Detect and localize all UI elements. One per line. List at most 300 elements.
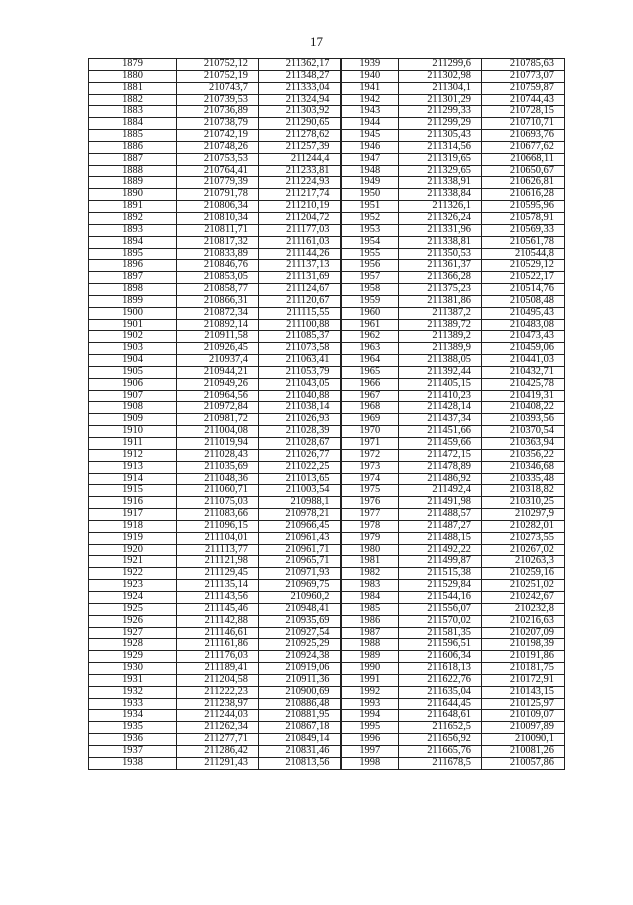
point-number-left: 1889 — [89, 177, 177, 189]
point-number-right: 1964 — [341, 355, 399, 367]
y-coordinate-left: 210960,2 — [259, 591, 341, 603]
y-coordinate-right: 210090,1 — [482, 734, 565, 746]
point-number-right: 1944 — [341, 118, 399, 130]
y-coordinate-left: 210911,36 — [259, 674, 341, 686]
table-row — [89, 189, 565, 201]
x-coordinate-right: 211581,35 — [399, 627, 482, 639]
x-coordinate-right: 211299,6 — [399, 59, 482, 71]
point-number-left: 1894 — [89, 236, 177, 248]
y-coordinate-right: 210143,15 — [482, 686, 565, 698]
x-coordinate-right: 211350,53 — [399, 248, 482, 260]
point-number-right: 1977 — [341, 509, 399, 521]
table-row — [89, 580, 565, 592]
point-number-right: 1951 — [341, 201, 399, 213]
x-coordinate-right: 211478,89 — [399, 461, 482, 473]
x-coordinate-left: 210791,78 — [177, 189, 259, 201]
point-number-left: 1887 — [89, 153, 177, 165]
point-number-left: 1910 — [89, 426, 177, 438]
table-row — [89, 674, 565, 686]
y-coordinate-right: 210759,87 — [482, 82, 565, 94]
table-row — [89, 201, 565, 213]
table-row — [89, 556, 565, 568]
point-number-right: 1978 — [341, 520, 399, 532]
y-coordinate-left: 211244,4 — [259, 153, 341, 165]
y-coordinate-right: 210310,25 — [482, 497, 565, 509]
table-row — [89, 212, 565, 224]
x-coordinate-right: 211678,5 — [399, 757, 482, 769]
y-coordinate-right: 210419,31 — [482, 390, 565, 402]
x-coordinate-right: 211319,65 — [399, 153, 482, 165]
x-coordinate-left: 210964,56 — [177, 390, 259, 402]
y-coordinate-left: 211003,54 — [259, 485, 341, 497]
x-coordinate-left: 211238,97 — [177, 698, 259, 710]
point-number-left: 1880 — [89, 70, 177, 82]
y-coordinate-right: 210514,76 — [482, 284, 565, 296]
point-number-right: 1969 — [341, 414, 399, 426]
x-coordinate-left: 210742,19 — [177, 130, 259, 142]
y-coordinate-left: 210927,54 — [259, 627, 341, 639]
x-coordinate-right: 211515,38 — [399, 568, 482, 580]
point-number-left: 1928 — [89, 639, 177, 651]
point-number-left: 1929 — [89, 651, 177, 663]
x-coordinate-left: 211222,23 — [177, 686, 259, 698]
table-row — [89, 544, 565, 556]
y-coordinate-right: 210251,02 — [482, 580, 565, 592]
table-row — [89, 591, 565, 603]
y-coordinate-right: 210356,22 — [482, 449, 565, 461]
y-coordinate-right: 210232,8 — [482, 603, 565, 615]
x-coordinate-right: 211389,9 — [399, 343, 482, 355]
y-coordinate-right: 210529,12 — [482, 260, 565, 272]
point-number-right: 1968 — [341, 402, 399, 414]
x-coordinate-left: 211291,43 — [177, 757, 259, 769]
point-number-right: 1997 — [341, 745, 399, 757]
point-number-right: 1943 — [341, 106, 399, 118]
point-number-left: 1905 — [89, 366, 177, 378]
point-number-right: 1963 — [341, 343, 399, 355]
x-coordinate-right: 211529,84 — [399, 580, 482, 592]
point-number-left: 1922 — [89, 568, 177, 580]
point-number-left: 1931 — [89, 674, 177, 686]
x-coordinate-left: 210753,53 — [177, 153, 259, 165]
y-coordinate-right: 210595,96 — [482, 201, 565, 213]
table-row — [89, 745, 565, 757]
y-coordinate-left: 210925,29 — [259, 639, 341, 651]
x-coordinate-right: 211388,05 — [399, 355, 482, 367]
x-coordinate-right: 211644,45 — [399, 698, 482, 710]
y-coordinate-left: 211022,25 — [259, 461, 341, 473]
point-number-left: 1882 — [89, 94, 177, 106]
point-number-left: 1888 — [89, 165, 177, 177]
table-row — [89, 426, 565, 438]
y-coordinate-right: 210109,07 — [482, 710, 565, 722]
y-coordinate-left: 210924,38 — [259, 651, 341, 663]
x-coordinate-left: 210833,89 — [177, 248, 259, 260]
y-coordinate-left: 211124,67 — [259, 284, 341, 296]
x-coordinate-left: 211096,15 — [177, 520, 259, 532]
point-number-left: 1897 — [89, 272, 177, 284]
y-coordinate-left: 211073,58 — [259, 343, 341, 355]
table-row — [89, 260, 565, 272]
y-coordinate-left: 211028,39 — [259, 426, 341, 438]
point-number-left: 1890 — [89, 189, 177, 201]
point-number-left: 1879 — [89, 59, 177, 71]
table-row — [89, 485, 565, 497]
x-coordinate-left: 211142,88 — [177, 615, 259, 627]
y-coordinate-left: 210961,43 — [259, 532, 341, 544]
table-row — [89, 473, 565, 485]
y-coordinate-left: 211013,65 — [259, 473, 341, 485]
y-coordinate-left: 211278,62 — [259, 130, 341, 142]
x-coordinate-right: 211499,87 — [399, 556, 482, 568]
y-coordinate-right: 210081,26 — [482, 745, 565, 757]
x-coordinate-left: 211035,69 — [177, 461, 259, 473]
y-coordinate-right: 210172,91 — [482, 674, 565, 686]
x-coordinate-right: 211302,98 — [399, 70, 482, 82]
point-number-left: 1904 — [89, 355, 177, 367]
x-coordinate-left: 211161,86 — [177, 639, 259, 651]
y-coordinate-right: 210473,43 — [482, 331, 565, 343]
point-number-left: 1930 — [89, 663, 177, 675]
table-row — [89, 153, 565, 165]
y-coordinate-right: 210728,15 — [482, 106, 565, 118]
x-coordinate-right: 211381,86 — [399, 295, 482, 307]
x-coordinate-right: 211338,84 — [399, 189, 482, 201]
point-number-right: 1953 — [341, 224, 399, 236]
point-number-left: 1934 — [89, 710, 177, 722]
table-row — [89, 106, 565, 118]
y-coordinate-left: 211333,04 — [259, 82, 341, 94]
point-number-right: 1991 — [341, 674, 399, 686]
y-coordinate-right: 210408,22 — [482, 402, 565, 414]
point-number-left: 1927 — [89, 627, 177, 639]
point-number-right: 1987 — [341, 627, 399, 639]
x-coordinate-left: 211145,46 — [177, 603, 259, 615]
x-coordinate-left: 210944,21 — [177, 366, 259, 378]
point-number-left: 1936 — [89, 734, 177, 746]
point-number-left: 1917 — [89, 509, 177, 521]
point-number-right: 1982 — [341, 568, 399, 580]
y-coordinate-right: 210198,39 — [482, 639, 565, 651]
x-coordinate-left: 211143,56 — [177, 591, 259, 603]
point-number-left: 1916 — [89, 497, 177, 509]
y-coordinate-left: 210849,14 — [259, 734, 341, 746]
point-number-left: 1925 — [89, 603, 177, 615]
point-number-right: 1946 — [341, 141, 399, 153]
x-coordinate-left: 211204,58 — [177, 674, 259, 686]
x-coordinate-left: 210911,58 — [177, 331, 259, 343]
y-coordinate-right: 210744,43 — [482, 94, 565, 106]
point-number-left: 1885 — [89, 130, 177, 142]
point-number-right: 1973 — [341, 461, 399, 473]
y-coordinate-right: 210181,75 — [482, 663, 565, 675]
point-number-right: 1983 — [341, 580, 399, 592]
x-coordinate-left: 211277,71 — [177, 734, 259, 746]
x-coordinate-left: 211060,71 — [177, 485, 259, 497]
point-number-right: 1970 — [341, 426, 399, 438]
table-row — [89, 686, 565, 698]
y-coordinate-left: 211043,05 — [259, 378, 341, 390]
x-coordinate-right: 211451,66 — [399, 426, 482, 438]
table-row — [89, 438, 565, 450]
y-coordinate-right: 210263,3 — [482, 556, 565, 568]
x-coordinate-left: 210866,31 — [177, 295, 259, 307]
x-coordinate-right: 211459,66 — [399, 438, 482, 450]
y-coordinate-right: 210393,56 — [482, 414, 565, 426]
y-coordinate-left: 211026,93 — [259, 414, 341, 426]
y-coordinate-right: 210273,55 — [482, 532, 565, 544]
y-coordinate-left: 211257,39 — [259, 141, 341, 153]
y-coordinate-right: 210650,67 — [482, 165, 565, 177]
x-coordinate-left: 211135,14 — [177, 580, 259, 592]
point-number-left: 1883 — [89, 106, 177, 118]
x-coordinate-right: 211648,61 — [399, 710, 482, 722]
point-number-right: 1967 — [341, 390, 399, 402]
table-row — [89, 497, 565, 509]
x-coordinate-right: 211656,92 — [399, 734, 482, 746]
y-coordinate-right: 210773,07 — [482, 70, 565, 82]
x-coordinate-left: 210764,41 — [177, 165, 259, 177]
y-coordinate-right: 210785,63 — [482, 59, 565, 71]
y-coordinate-right: 210710,71 — [482, 118, 565, 130]
x-coordinate-right: 211488,57 — [399, 509, 482, 521]
x-coordinate-right: 211389,72 — [399, 319, 482, 331]
y-coordinate-left: 211362,17 — [259, 59, 341, 71]
x-coordinate-right: 211635,04 — [399, 686, 482, 698]
table-row — [89, 355, 565, 367]
point-number-left: 1893 — [89, 224, 177, 236]
table-row — [89, 224, 565, 236]
y-coordinate-left: 210867,18 — [259, 722, 341, 734]
y-coordinate-right: 210335,48 — [482, 473, 565, 485]
point-number-left: 1935 — [89, 722, 177, 734]
point-number-left: 1912 — [89, 449, 177, 461]
y-coordinate-left: 211210,19 — [259, 201, 341, 213]
x-coordinate-left: 211262,34 — [177, 722, 259, 734]
table-row — [89, 236, 565, 248]
y-coordinate-left: 211038,14 — [259, 402, 341, 414]
y-coordinate-left: 211040,88 — [259, 390, 341, 402]
y-coordinate-right: 210370,54 — [482, 426, 565, 438]
table-row — [89, 165, 565, 177]
point-number-right: 1995 — [341, 722, 399, 734]
x-coordinate-right: 211387,2 — [399, 307, 482, 319]
point-number-left: 1937 — [89, 745, 177, 757]
x-coordinate-right: 211329,65 — [399, 165, 482, 177]
table-row — [89, 520, 565, 532]
point-number-right: 1986 — [341, 615, 399, 627]
x-coordinate-right: 211338,91 — [399, 177, 482, 189]
point-number-right: 1993 — [341, 698, 399, 710]
y-coordinate-right: 210561,78 — [482, 236, 565, 248]
y-coordinate-right: 210125,97 — [482, 698, 565, 710]
y-coordinate-right: 210216,63 — [482, 615, 565, 627]
y-coordinate-right: 210508,48 — [482, 295, 565, 307]
x-coordinate-right: 211428,14 — [399, 402, 482, 414]
point-number-right: 1941 — [341, 82, 399, 94]
point-number-right: 1958 — [341, 284, 399, 296]
x-coordinate-right: 211338,81 — [399, 236, 482, 248]
table-row — [89, 461, 565, 473]
y-coordinate-right: 210282,01 — [482, 520, 565, 532]
x-coordinate-right: 211491,98 — [399, 497, 482, 509]
table-row — [89, 710, 565, 722]
x-coordinate-left: 210981,72 — [177, 414, 259, 426]
point-number-right: 1984 — [341, 591, 399, 603]
table-row — [89, 615, 565, 627]
y-coordinate-left: 210969,75 — [259, 580, 341, 592]
x-coordinate-right: 211570,02 — [399, 615, 482, 627]
x-coordinate-right: 211665,76 — [399, 745, 482, 757]
point-number-left: 1923 — [89, 580, 177, 592]
x-coordinate-left: 211113,77 — [177, 544, 259, 556]
point-number-right: 1966 — [341, 378, 399, 390]
point-number-right: 1947 — [341, 153, 399, 165]
table-row — [89, 651, 565, 663]
y-coordinate-right: 210425,78 — [482, 378, 565, 390]
table-row — [89, 284, 565, 296]
x-coordinate-left: 211028,43 — [177, 449, 259, 461]
point-number-left: 1901 — [89, 319, 177, 331]
table-row — [89, 82, 565, 94]
y-coordinate-left: 211100,88 — [259, 319, 341, 331]
table-row — [89, 627, 565, 639]
x-coordinate-right: 211405,15 — [399, 378, 482, 390]
y-coordinate-left: 211303,92 — [259, 106, 341, 118]
x-coordinate-left: 211121,98 — [177, 556, 259, 568]
x-coordinate-right: 211301,29 — [399, 94, 482, 106]
point-number-right: 1942 — [341, 94, 399, 106]
point-number-right: 1957 — [341, 272, 399, 284]
table-row — [89, 663, 565, 675]
y-coordinate-left: 211137,13 — [259, 260, 341, 272]
x-coordinate-left: 211189,41 — [177, 663, 259, 675]
table-row — [89, 757, 565, 769]
y-coordinate-left: 211144,26 — [259, 248, 341, 260]
table-row — [89, 59, 565, 71]
point-number-right: 1952 — [341, 212, 399, 224]
y-coordinate-left: 210886,48 — [259, 698, 341, 710]
y-coordinate-left: 210978,21 — [259, 509, 341, 521]
point-number-left: 1932 — [89, 686, 177, 698]
y-coordinate-right: 210677,62 — [482, 141, 565, 153]
point-number-right: 1985 — [341, 603, 399, 615]
point-number-right: 1989 — [341, 651, 399, 663]
point-number-left: 1892 — [89, 212, 177, 224]
table-row — [89, 272, 565, 284]
point-number-right: 1948 — [341, 165, 399, 177]
x-coordinate-right: 211556,07 — [399, 603, 482, 615]
y-coordinate-right: 210495,43 — [482, 307, 565, 319]
x-coordinate-right: 211487,27 — [399, 520, 482, 532]
x-coordinate-left: 210926,45 — [177, 343, 259, 355]
x-coordinate-left: 210743,7 — [177, 82, 259, 94]
y-coordinate-left: 210900,69 — [259, 686, 341, 698]
y-coordinate-right: 210297,9 — [482, 509, 565, 521]
y-coordinate-left: 210813,56 — [259, 757, 341, 769]
point-number-right: 1954 — [341, 236, 399, 248]
y-coordinate-left: 211177,03 — [259, 224, 341, 236]
x-coordinate-right: 211314,56 — [399, 141, 482, 153]
y-coordinate-right: 210522,17 — [482, 272, 565, 284]
y-coordinate-left: 210965,71 — [259, 556, 341, 568]
point-number-right: 1950 — [341, 189, 399, 201]
table-row — [89, 414, 565, 426]
y-coordinate-left: 210935,69 — [259, 615, 341, 627]
y-coordinate-left: 211028,67 — [259, 438, 341, 450]
point-number-right: 1960 — [341, 307, 399, 319]
x-coordinate-left: 210739,53 — [177, 94, 259, 106]
point-number-right: 1956 — [341, 260, 399, 272]
y-coordinate-right: 210459,06 — [482, 343, 565, 355]
x-coordinate-right: 211492,4 — [399, 485, 482, 497]
y-coordinate-right: 210097,89 — [482, 722, 565, 734]
y-coordinate-left: 211290,65 — [259, 118, 341, 130]
point-number-left: 1913 — [89, 461, 177, 473]
y-coordinate-left: 210988,1 — [259, 497, 341, 509]
y-coordinate-left: 210948,41 — [259, 603, 341, 615]
point-number-left: 1891 — [89, 201, 177, 213]
x-coordinate-right: 211305,43 — [399, 130, 482, 142]
point-number-right: 1974 — [341, 473, 399, 485]
y-coordinate-left: 210966,45 — [259, 520, 341, 532]
table-row — [89, 331, 565, 343]
x-coordinate-left: 211244,03 — [177, 710, 259, 722]
point-number-right: 1996 — [341, 734, 399, 746]
table-row — [89, 343, 565, 355]
y-coordinate-right: 210668,11 — [482, 153, 565, 165]
point-number-left: 1933 — [89, 698, 177, 710]
point-number-right: 1959 — [341, 295, 399, 307]
point-number-left: 1886 — [89, 141, 177, 153]
table-row — [89, 295, 565, 307]
y-coordinate-right: 210578,91 — [482, 212, 565, 224]
table-row — [89, 94, 565, 106]
x-coordinate-left: 210752,19 — [177, 70, 259, 82]
y-coordinate-left: 211348,27 — [259, 70, 341, 82]
point-number-left: 1884 — [89, 118, 177, 130]
x-coordinate-left: 210937,4 — [177, 355, 259, 367]
x-coordinate-left: 211104,01 — [177, 532, 259, 544]
x-coordinate-left: 210853,05 — [177, 272, 259, 284]
point-number-right: 1992 — [341, 686, 399, 698]
y-coordinate-left: 211204,72 — [259, 212, 341, 224]
point-number-left: 1898 — [89, 284, 177, 296]
coordinates-table-body — [89, 59, 565, 770]
table-row — [89, 248, 565, 260]
x-coordinate-left: 210806,34 — [177, 201, 259, 213]
y-coordinate-left: 211324,94 — [259, 94, 341, 106]
point-number-left: 1907 — [89, 390, 177, 402]
x-coordinate-left: 210846,76 — [177, 260, 259, 272]
point-number-left: 1902 — [89, 331, 177, 343]
point-number-left: 1881 — [89, 82, 177, 94]
y-coordinate-right: 210441,03 — [482, 355, 565, 367]
point-number-left: 1906 — [89, 378, 177, 390]
point-number-right: 1940 — [341, 70, 399, 82]
x-coordinate-right: 211492,22 — [399, 544, 482, 556]
point-number-right: 1994 — [341, 710, 399, 722]
x-coordinate-left: 210817,32 — [177, 236, 259, 248]
y-coordinate-right: 210693,76 — [482, 130, 565, 142]
y-coordinate-right: 210207,09 — [482, 627, 565, 639]
table-row — [89, 378, 565, 390]
table-row — [89, 307, 565, 319]
point-number-left: 1938 — [89, 757, 177, 769]
y-coordinate-right: 210483,08 — [482, 319, 565, 331]
x-coordinate-right: 211544,16 — [399, 591, 482, 603]
point-number-left: 1920 — [89, 544, 177, 556]
